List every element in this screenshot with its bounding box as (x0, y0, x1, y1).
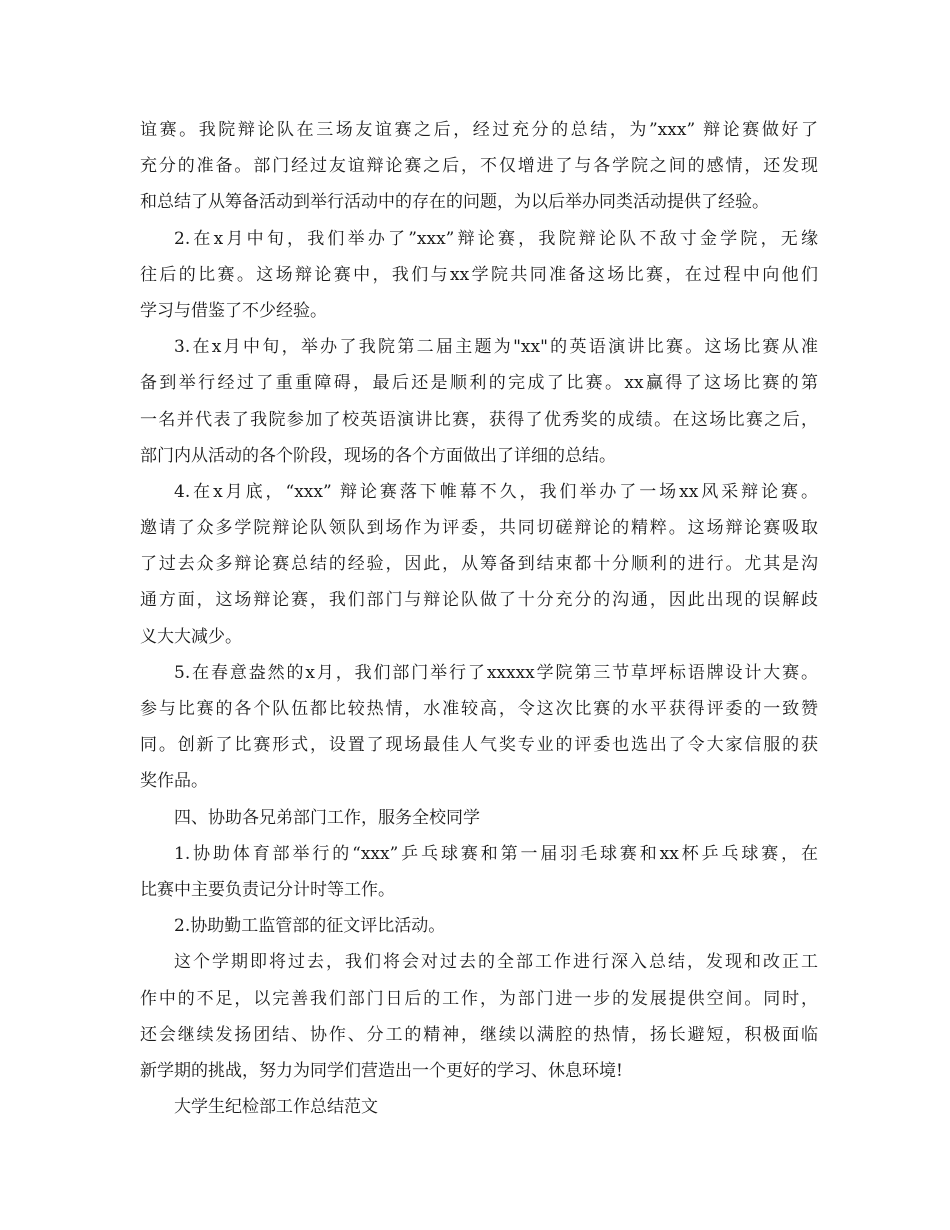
text-line: 了过去众多辩论赛总结的经验，因此，从筹备到结束都十分顺利的进行。尤其是沟 (140, 554, 818, 575)
text-line: 通方面，这场辩论赛，我们部门与辩论队做了十分充分的沟通，因此出现的误解歧 (140, 590, 818, 611)
text-line: 学习与借鉴了不少经验。 (140, 300, 327, 321)
text-line: 1.协助体育部举行的“xxx”乒乓球赛和第一届羽毛球赛和xx杯乒乓球赛，在 (174, 843, 818, 864)
text-line: 4.在x月底，“xxx” 辩论赛落下帷幕不久，我们举办了一场xx风采辩论赛。 (174, 481, 818, 502)
text-line: 谊赛。我院辩论队在三场友谊赛之后，经过充分的总结，为”xxx” 辩论赛做好了 (140, 120, 818, 140)
text-line: 备到举行经过了重重障碍，最后还是顺利的完成了比赛。xx赢得了这场比赛的第 (140, 373, 818, 394)
text-line: 充分的准备。部门经过友谊辩论赛之后，不仅增进了与各学院之间的感情，还发现 (140, 156, 818, 177)
document-body (140, 112, 818, 1125)
text-line: 奖作品。 (140, 771, 208, 792)
text-line: 一名并代表了我院参加了校英语演讲比赛，获得了优秀奖的成绩。在这场比赛之后， (140, 409, 818, 430)
text-line: 邀请了众多学院辩论队领队到场作为评委，共同切磋辩论的精粹。这场辩论赛吸取 (140, 518, 818, 539)
text-line: 作中的不足，以完善我们部门日后的工作，为部门进一步的发展提供空间。同时， (140, 988, 818, 1009)
text-line: 新学期的挑战，努力为同学们营造出一个更好的学习、休息环境! (140, 1060, 623, 1081)
text-line: 往后的比赛。这场辩论赛中，我们与xx学院共同准备这场比赛，在过程中向他们 (140, 264, 818, 285)
text-line: 5.在春意盎然的x月，我们部门举行了xxxxx学院第三节草坪标语牌设计大赛。 (174, 662, 818, 683)
text-line: 大学生纪检部工作总结范文 (174, 1097, 378, 1118)
text-line: 2.在x月中旬，我们举办了”xxx”辩论赛，我院辩论队不敌寸金学院，无缘 (174, 228, 818, 249)
text-line: 3.在x月中旬，举办了我院第二届主题为"xx"的英语演讲比赛。这场比赛从准 (174, 337, 818, 358)
text-line: 这个学期即将过去，我们将会对过去的全部工作进行深入总结，发现和改正工 (174, 952, 818, 973)
text-line: 还会继续发扬团结、协作、分工的精神，继续以满腔的热情，扬长避短，积极面临 (140, 1024, 818, 1045)
text-line: 四、协助各兄弟部门工作，服务全校同学 (174, 807, 480, 828)
text-line: 2.协助勤工监管部的征文评比活动。 (174, 916, 446, 937)
text-line: 义大大减少。 (140, 626, 242, 647)
text-line: 同。创新了比赛形式，设置了现场最佳人气奖专业的评委也选出了令大家信服的获 (140, 735, 818, 756)
text-line: 比赛中主要负责记分计时等工作。 (140, 879, 395, 900)
text-line: 部门内从活动的各个阶段，现场的各个方面做出了详细的总结。 (140, 445, 616, 466)
text-line: 和总结了从筹备活动到举行活动中的存在的问题，为以后举办同类活动提供了经验。 (140, 192, 769, 213)
text-line: 参与比赛的各个队伍都比较热情，水准较高，令这次比赛的水平获得评委的一致赞 (140, 699, 818, 719)
